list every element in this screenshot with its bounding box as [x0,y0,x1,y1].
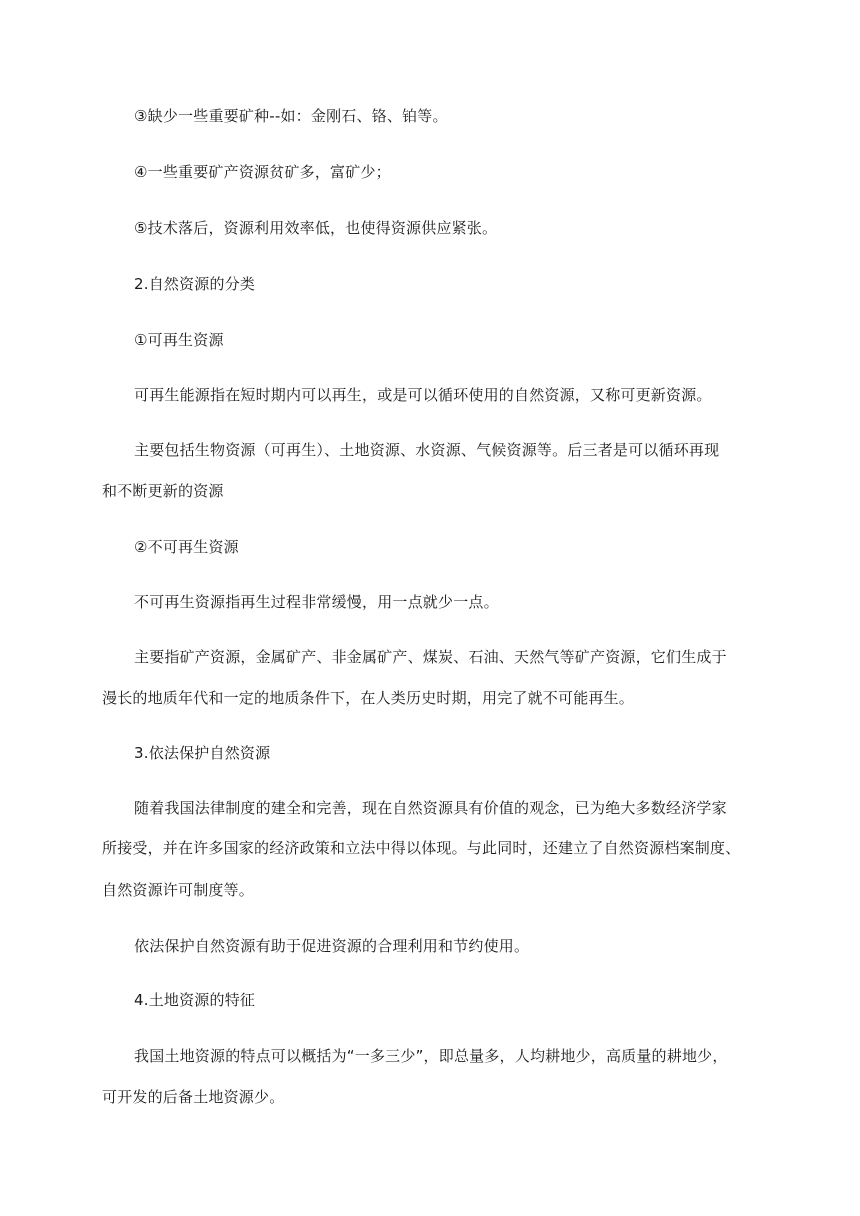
paragraph-line: 自然资源许可制度等。 [102,881,255,899]
paragraph-line: 和不断更新的资源 [102,482,224,500]
paragraph-line: 我国土地资源的特点可以概括为“一多三少”，即总量多，人均耕地少，高质量的耕地少， [134,1047,728,1065]
paragraph-line: 可再生能源指在短时期内可以再生，或是可以循环使用的自然资源，又称可更新资源。 [134,386,712,404]
paragraph-line: ⑤技术落后，资源利用效率低，也使得资源供应紧张。 [134,219,498,237]
subsection-heading: ①可再生资源 [134,331,224,349]
section-heading: 3.依法保护自然资源 [134,744,271,762]
paragraph-line: 主要指矿产资源，金属矿产、非金属矿产、煤炭、石油、天然气等矿产资源，它们生成于 [134,648,727,666]
paragraph-line: 可开发的后备土地资源少。 [102,1088,285,1106]
paragraph-line: 漫长的地质年代和一定的地质条件下，在人类历史时期，用完了就不可能再生。 [102,689,635,707]
paragraph-line: 主要包括生物资源（可再生）、土地资源、水资源、气候资源等。后三者是可以循环再现 [134,441,720,459]
paragraph-line: 所接受，并在许多国家的经济政策和立法中得以体现。与此同时，还建立了自然资源档案制度、 [102,839,741,857]
paragraph-line: ④一些重要矿产资源贫矿多，富矿少； [134,163,391,181]
section-heading: 4.土地资源的特征 [134,991,256,1009]
paragraph-line: 随着我国法律制度的建全和完善，现在自然资源具有价值的观念，已为绝大多数经济学家 [134,799,727,817]
paragraph-line: 依法保护自然资源有助于促进资源的合理利用和节约使用。 [134,937,530,955]
section-heading: 2.自然资源的分类 [134,275,256,293]
paragraph-line: ③缺少一些重要矿种--如：金刚石、铬、铂等。 [134,107,448,125]
subsection-heading: ②不可再生资源 [134,538,239,556]
paragraph-line: 不可再生资源指再生过程非常缓慢，用一点就少一点。 [134,593,499,611]
